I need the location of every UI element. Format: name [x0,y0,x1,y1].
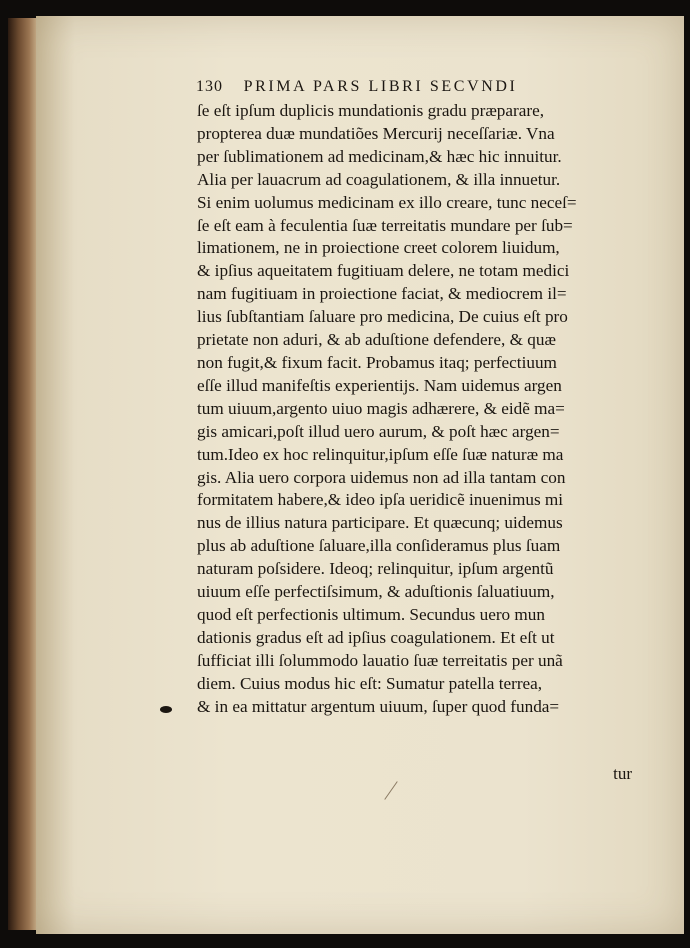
text-line: & in ea mittatur argentum uiuum, ſuper quod funda= [197,696,560,716]
text-line: per ſublimationem ad medicinam,& hæc hic innuitur. [197,146,562,166]
text-line: diem. Cuius modus hic eſt: Sumatur patella terrea, [197,673,543,693]
catchword: tur [613,764,632,783]
text-line: nam fugitiuam in proiectione faciat, & mediocrem il= [197,284,567,304]
text-line: tum uiuum,argento uiuo magis adhærere, & eidẽ ma= [197,398,565,418]
text-line: uiuum eſſe perfectiſsimum, & aduſtionis ſaluatiuum, [197,582,555,602]
book-spine [8,18,38,930]
folio-number: 130 [196,78,223,95]
text-line: & ipſius aqueitatem fugitiuam delere, ne totam medici [197,261,570,281]
running-title: PRIMA PARS LIBRI SECVNDI [243,78,518,95]
text-line: eſſe illud manifeſtis experientijs. Nam uidemus argen [197,375,562,395]
margin-mark [160,706,172,713]
text-line: quod eſt perfectionis ultimum. Secundus uero mun [197,604,545,624]
text-line: tum.Ideo ex hoc relinquitur,ipſum eſſe ſuæ naturæ ma [197,444,564,464]
text-line: limationem, ne in proiectione creet colorem liuidum, [197,238,560,258]
text-line: naturam poſsidere. Ideoq; relinquitur, ipſum argentũ [197,559,554,579]
body-text [197,100,637,718]
text-line: dationis gradus eſt ad ipſius coagulationem. Et eſt ut [197,627,555,647]
text-line: ſe eſt eam à feculentia ſuæ terreitatis mundare per ſub= [197,215,573,235]
text-line: ſe eſt ipſum duplicis mundationis gradu præparare, [197,101,545,120]
text-line: Alia per lauacrum ad coagulationem, & illa innuetur. [197,169,561,189]
text-line: gis amicari,poſt illud uero aurum, & poſt hæc argen= [197,421,560,441]
text-line: ſufficiat illi ſolummodo lauatio ſuæ terreitatis per unã [197,650,563,670]
running-head [196,78,626,96]
text-line: lius ſubſtantiam ſaluare pro medicina, De cuius eſt pro [197,307,568,327]
text-line: prietate non aduri, & ab aduſtione defendere, & quæ [197,330,556,350]
text-line: gis. Alia uero corpora uidemus non ad illa tantam con [197,467,566,487]
text-line: plus ab aduſtione ſaluare,illa conſideramus plus ſuam [197,536,561,556]
text-line: non fugit,& fixum facit. Probamus itaq; perfectiuum [197,352,557,372]
text-line: propterea duæ mundatiões Mercurij neceſſariæ. Vna [197,123,555,143]
text-line: nus de illius natura participare. Et quæcunq; uidemus [197,513,563,533]
text-line: Si enim uolumus medicinam ex illo creare, tunc neceſ= [197,192,577,212]
text-line: formitatem habere,& ideo ipſa ueridicẽ inuenimus mi [197,490,564,510]
